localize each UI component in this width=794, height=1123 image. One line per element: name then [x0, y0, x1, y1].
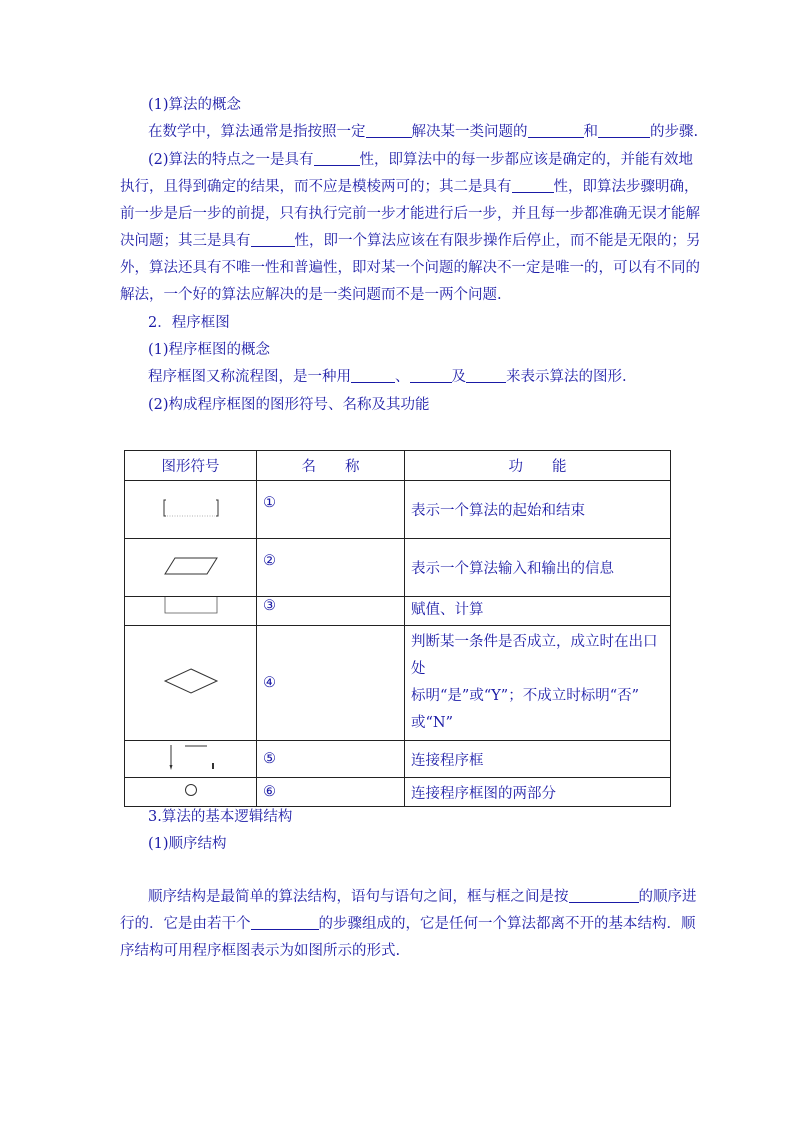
paragraph-features-line-3: 前一步是后一步的前提，只有执行完前一步才能进行后一步，并且每一步都准确无误才能解	[120, 206, 700, 222]
table-row	[125, 539, 671, 597]
paragraph-features-line-6: 解法，一个好的算法应解决的是一类问题而不是一两个问题.	[120, 287, 502, 303]
io-parallelogram-symbol	[125, 539, 257, 597]
text-segment: 在数学中，算法通常是指按照一定	[148, 124, 366, 140]
parallelogram-icon	[163, 556, 219, 576]
fill-blank	[314, 151, 360, 166]
paragraph-features-line-4	[120, 231, 701, 251]
symbol-name-cell: ⑤	[257, 741, 405, 778]
text-segment: 及	[451, 369, 466, 385]
connector-circle-symbol	[125, 778, 257, 807]
paragraph-features-line-2	[120, 177, 699, 197]
text-segment: 程序框图又称流程图，是一种用	[148, 369, 351, 385]
text-segment: 行的．它是由若干个	[120, 916, 251, 932]
paragraph-sequential-line-1	[148, 887, 697, 907]
text-segment: 性，即算法步骤明确，	[553, 179, 699, 195]
text-segment: 的步骤组成的，它是任何一个算法都离不开的基本结构．顺	[318, 916, 696, 932]
diamond-icon	[163, 667, 219, 695]
paragraph-features-line-5: 外，算法还具有不唯一性和普遍性，即对某一个问题的解决不一定是唯一的，可以有不同的	[120, 260, 700, 276]
text-segment: 性，即算法中的每一步都应该是确定的，并能有效地	[359, 152, 694, 168]
flow-line-symbol	[125, 741, 257, 778]
symbol-function-cell: 赋值、计算	[405, 597, 671, 626]
table-row	[125, 778, 671, 807]
column-header-symbol: 图形符号	[125, 451, 257, 481]
text-segment: 决问题；其三是具有	[120, 233, 251, 249]
section-heading-flowchart: 2．程序框图	[148, 315, 230, 331]
section-heading-algorithm-concept: (1)算法的概念	[148, 97, 242, 113]
text-segment: 的顺序进	[638, 889, 697, 905]
table-row	[125, 481, 671, 539]
flow-line-icon	[163, 743, 219, 771]
paragraph-features-line-1	[148, 150, 693, 170]
symbol-function-cell: 表示一个算法的起始和结束	[405, 481, 671, 539]
decision-diamond-symbol	[125, 626, 257, 741]
function-text-line: 或“N”	[411, 715, 454, 731]
fill-blank	[598, 123, 650, 138]
text-segment: 解决某一类问题的	[411, 124, 528, 140]
column-header-function: 功 能	[405, 451, 671, 481]
paragraph-sequential-line-3: 序结构可用程序框图表示为如图所示的形式.	[120, 943, 401, 959]
fill-blank	[366, 123, 412, 138]
table-header-row	[125, 451, 671, 481]
rectangle-icon	[163, 597, 219, 615]
text-segment: 和	[583, 124, 598, 140]
fill-blank	[351, 368, 395, 383]
table-row	[125, 597, 671, 626]
symbol-name-cell: ①	[257, 481, 405, 539]
flowchart-symbols-table	[124, 450, 671, 807]
fill-blank	[466, 368, 506, 383]
text-segment: 性，即一个算法应该在有限步操作后停止，而不能是无限的；另	[294, 233, 701, 249]
subheading-flowchart-concept: (1)程序框图的概念	[148, 342, 271, 358]
section-heading-basic-structures: 3.算法的基本逻辑结构	[148, 809, 293, 825]
paragraph-sequential-line-2	[120, 914, 696, 934]
fill-blank	[251, 915, 319, 930]
terminal-box-icon	[163, 497, 219, 519]
text-segment: 执行，且得到确定的结果，而不应是模棱两可的；其二是具有	[120, 179, 512, 195]
circle-icon	[184, 783, 198, 797]
terminal-box-symbol	[125, 481, 257, 539]
paragraph-algorithm-definition	[148, 122, 698, 142]
text-segment: 的步骤.	[650, 124, 699, 140]
fill-blank	[512, 178, 554, 193]
symbol-function-cell: 连接程序框	[405, 741, 671, 778]
text-segment: 顺序结构是最简单的算法结构，语句与语句之间，框与框之间是按	[148, 889, 569, 905]
function-text-line: 标明“是”或“Y”；不成立时标明“否”	[411, 688, 640, 704]
fill-blank	[569, 888, 639, 903]
text-segment: 来表示算法的图形.	[506, 369, 627, 385]
function-text-line: 判断某一条件是否成立，成立时在出口处	[411, 634, 658, 677]
fill-blank	[410, 368, 452, 383]
subheading-flowchart-symbols: (2)构成程序框图的图形符号、名称及其功能	[148, 397, 430, 413]
symbol-function-cell	[405, 626, 671, 741]
symbol-name-cell: ⑥	[257, 778, 405, 807]
symbol-function-cell: 连接程序框图的两部分	[405, 778, 671, 807]
symbol-function-cell: 表示一个算法输入和输出的信息	[405, 539, 671, 597]
symbol-name-cell: ②	[257, 539, 405, 597]
text-segment: 、	[395, 369, 410, 385]
text-segment: (2)算法的特点之一是具有	[148, 152, 314, 168]
symbol-name-cell: ③	[257, 597, 405, 626]
symbol-name-cell: ④	[257, 626, 405, 741]
paragraph-flowchart-definition	[148, 367, 627, 387]
table-row	[125, 741, 671, 778]
fill-blank	[251, 232, 295, 247]
fill-blank	[528, 123, 584, 138]
column-header-name: 名 称	[257, 451, 405, 481]
process-rectangle-symbol	[125, 597, 257, 626]
subheading-sequential-structure: (1)顺序结构	[148, 836, 227, 852]
table-row	[125, 626, 671, 741]
